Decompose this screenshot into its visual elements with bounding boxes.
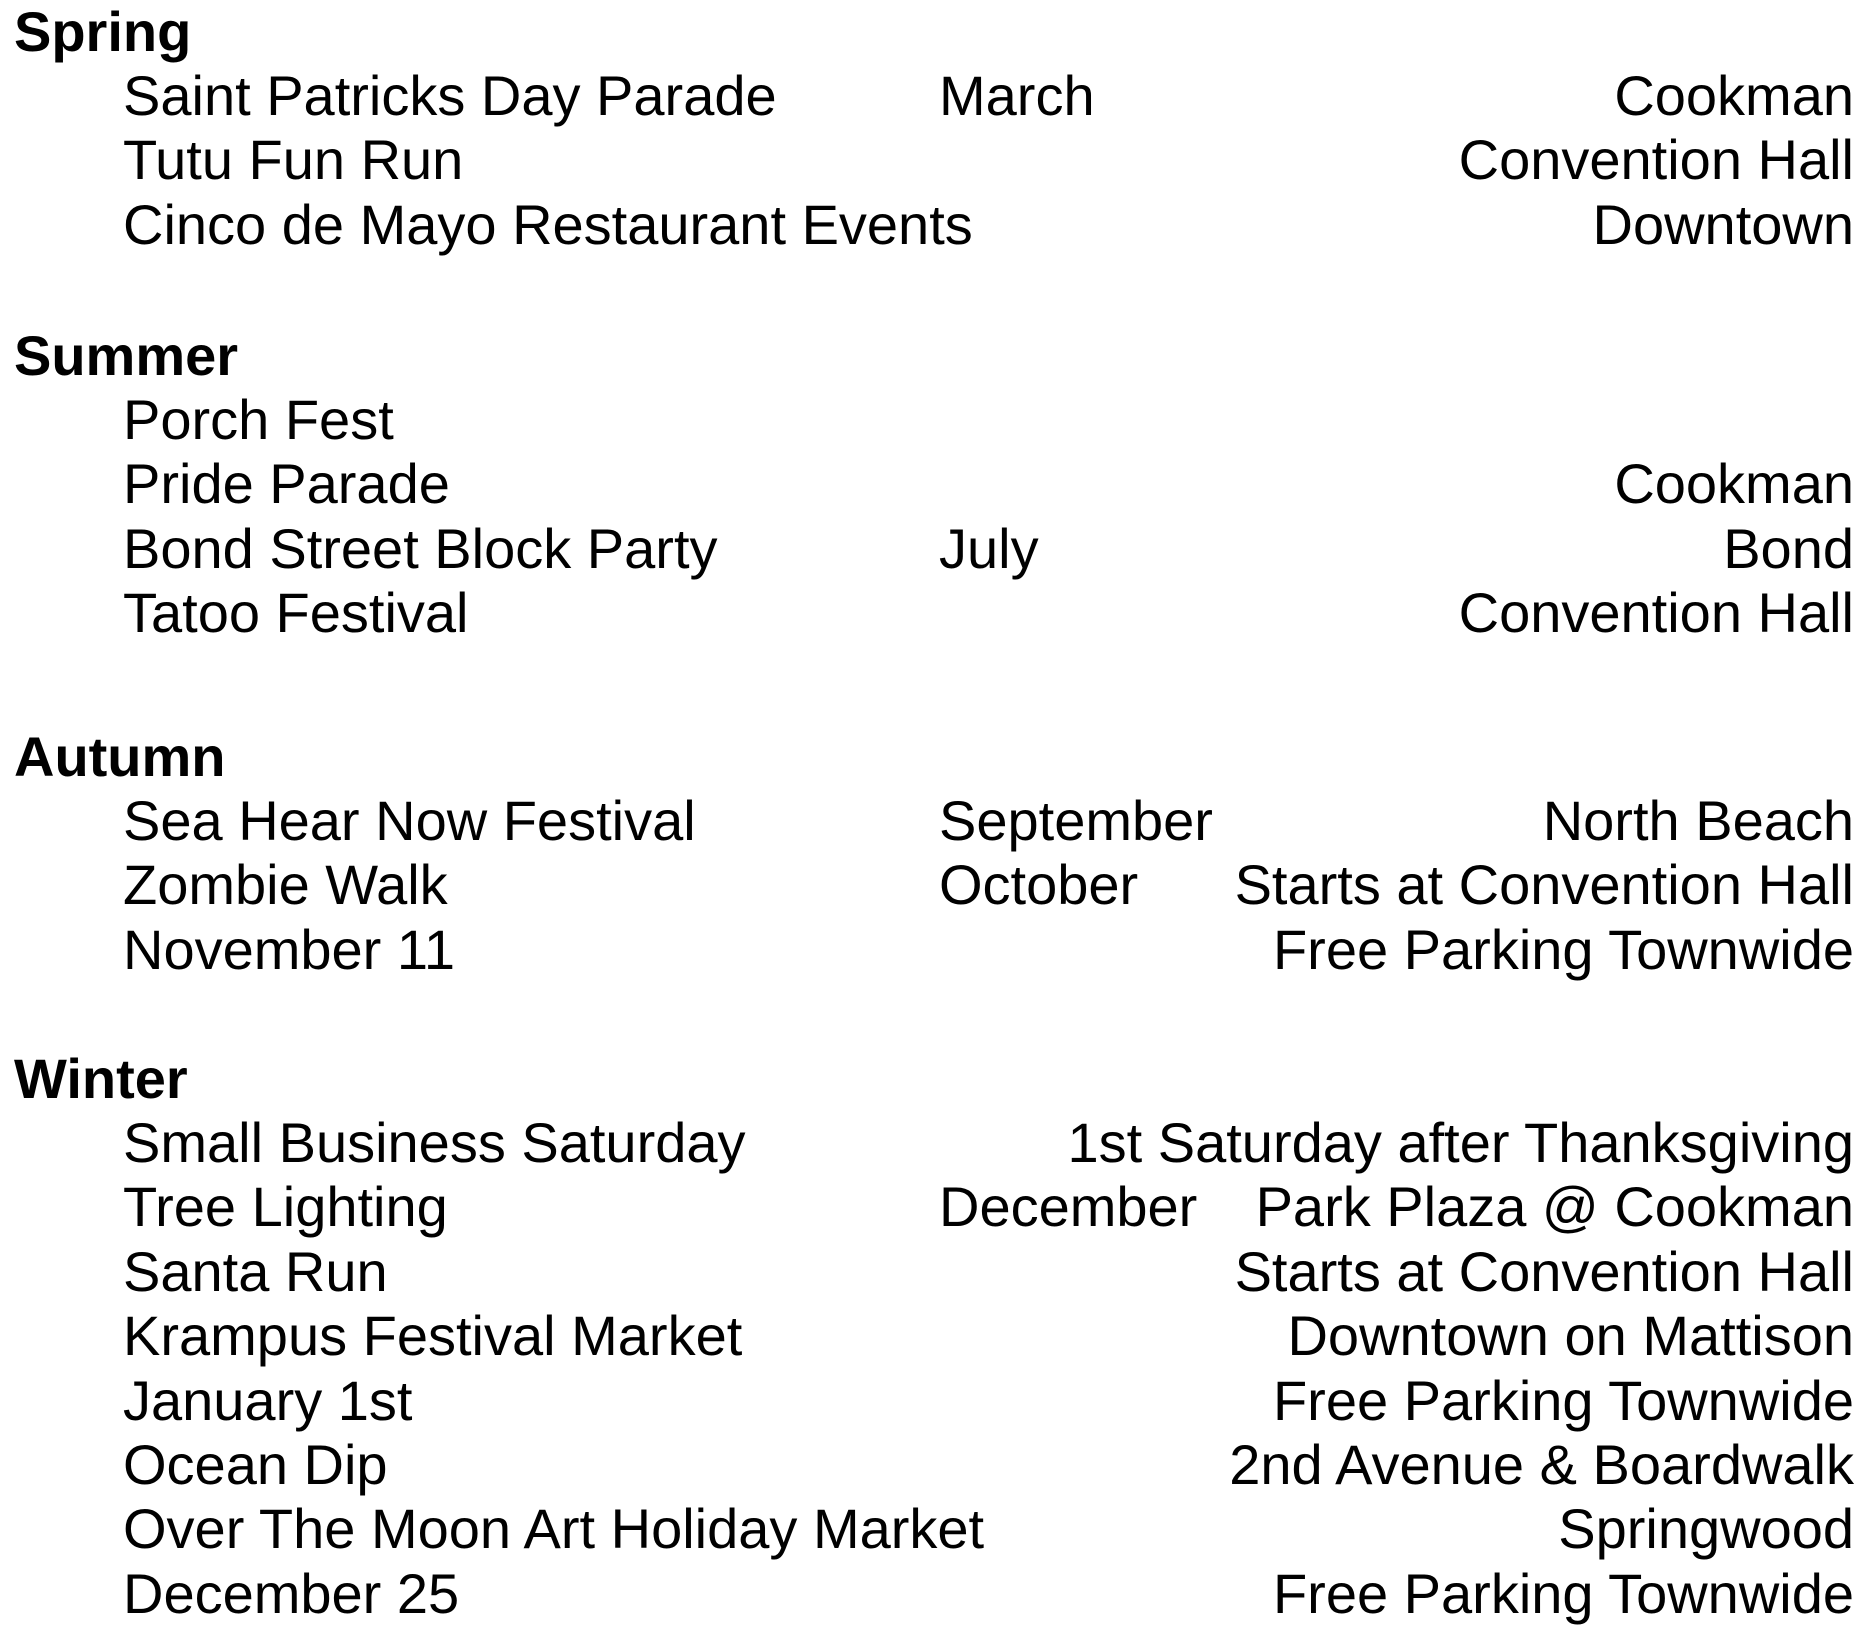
event-location: 1st Saturday after Thanksgiving [1067, 1111, 1854, 1174]
event-name: Zombie Walk [123, 853, 448, 916]
event-name: Krampus Festival Market [123, 1304, 743, 1367]
event-name: Sea Hear Now Festival [123, 789, 696, 852]
event-name: November 11 [123, 918, 456, 981]
event-name: Saint Patricks Day Parade [123, 64, 777, 127]
event-location: Free Parking Townwide [1272, 918, 1854, 981]
event-location: North Beach [1542, 789, 1854, 852]
event-location: Park Plaza @ Cookman [1255, 1175, 1854, 1238]
event-location: 2nd Avenue & Boardwalk [1229, 1433, 1854, 1496]
event-location: Starts at Convention Hall [1234, 853, 1854, 916]
event-name: Pride Parade [123, 452, 450, 515]
event-name: January 1st [123, 1369, 413, 1432]
event-month: December [939, 1175, 1198, 1238]
event-location: Convention Hall [1458, 581, 1854, 644]
event-name: Cinco de Mayo Restaurant Events [123, 193, 973, 256]
event-month: March [939, 64, 1095, 127]
event-month: July [939, 517, 1039, 580]
event-name: Over The Moon Art Holiday Market [123, 1497, 985, 1560]
event-location: Starts at Convention Hall [1234, 1240, 1854, 1303]
event-month: October [939, 853, 1139, 916]
event-location: Bond [1723, 517, 1854, 580]
event-location: Springwood [1558, 1497, 1854, 1560]
event-name: Tutu Fun Run [123, 128, 464, 191]
event-name: Santa Run [123, 1240, 388, 1303]
event-location: Cookman [1614, 452, 1854, 515]
season-heading: Summer [14, 324, 239, 387]
event-name: Bond Street Block Party [123, 517, 718, 580]
event-name: Small Business Saturday [123, 1111, 746, 1174]
event-name: December 25 [123, 1562, 460, 1625]
event-name: Tree Lighting [123, 1175, 448, 1238]
season-heading: Autumn [14, 725, 226, 788]
event-location: Downtown on Mattison [1287, 1304, 1854, 1367]
event-name: Ocean Dip [123, 1433, 388, 1496]
event-location: Free Parking Townwide [1272, 1369, 1854, 1432]
season-heading: Spring [14, 0, 192, 63]
event-name: Porch Fest [123, 388, 394, 451]
event-name: Tatoo Festival [123, 581, 469, 644]
event-location: Downtown [1592, 193, 1854, 256]
event-month: September [939, 789, 1213, 852]
event-location: Cookman [1614, 64, 1854, 127]
event-location: Free Parking Townwide [1272, 1562, 1854, 1625]
season-heading: Winter [14, 1047, 188, 1110]
event-location: Convention Hall [1458, 128, 1854, 191]
